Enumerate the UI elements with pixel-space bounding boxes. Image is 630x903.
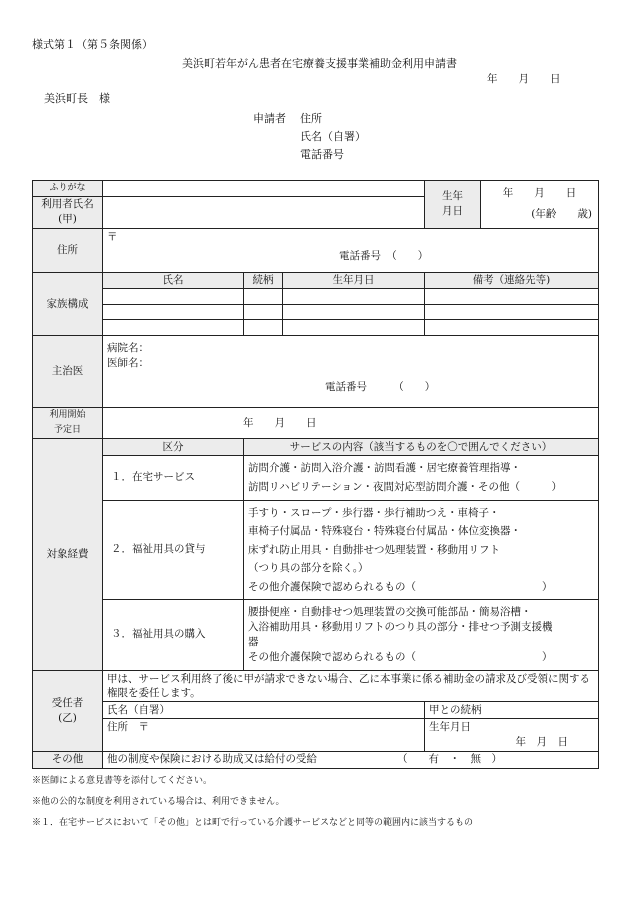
birth-value[interactable]: 年 月 日 bbox=[502, 187, 577, 200]
family-header-notes: 備考（連絡先等) bbox=[425, 273, 599, 289]
form-number: 様式第１（第５条関係） bbox=[32, 38, 153, 51]
delegate-address-field[interactable]: 住所 〒 bbox=[103, 719, 425, 751]
family-relation-cell[interactable] bbox=[244, 319, 283, 335]
family-notes-cell[interactable] bbox=[425, 304, 599, 319]
address-field[interactable]: 〒 電話番号 （ ） bbox=[103, 228, 599, 273]
family-birth-cell[interactable] bbox=[283, 289, 425, 304]
family-name-cell[interactable] bbox=[103, 304, 244, 319]
application-form-table bbox=[32, 180, 599, 769]
addressee: 美浜町長 様 bbox=[44, 92, 110, 105]
other-field[interactable] bbox=[103, 751, 599, 768]
expenses-col-content: サービスの内容（該当するものを〇で囲んでください） bbox=[244, 439, 599, 455]
family-notes-cell[interactable] bbox=[425, 319, 599, 335]
other-choice[interactable]: （ 有 ・ 無 ） bbox=[397, 753, 502, 766]
document-title: 美浜町若年がん患者在宅療養支援事業補助金利用申請書 bbox=[182, 57, 457, 70]
expense-category-rental: ２．福祉用具の貸与 bbox=[103, 501, 244, 599]
address-label: 住所 bbox=[33, 228, 103, 273]
delegate-name-field[interactable]: 氏名（自署） bbox=[103, 701, 425, 718]
applicant-name-label: 氏名（自署） bbox=[300, 130, 366, 143]
expense-content-home[interactable]: 訪問介護・訪問入浴介護・訪問看護・居宅療養管理指導・ 訪問リハビリテーション・夜間対応型訪問介護・その他（ ） bbox=[244, 455, 599, 501]
start-date-field[interactable]: 年 月 日 bbox=[103, 408, 599, 439]
furigana-field[interactable] bbox=[103, 181, 425, 197]
expense-content-rental[interactable]: 手すり・スロープ・歩行器・歩行補助つえ・車椅子・ 車椅子付属品・特殊寝台・特殊寝台付属品・体位変換器・ 床ずれ防止用具・自動排せつ処理装置・移動用リフト （つり具の部分を除く。） その他介護保険で認められるもの（ ） bbox=[244, 501, 599, 599]
user-name-label: 利用者氏名 (甲) bbox=[33, 197, 103, 228]
family-relation-cell[interactable] bbox=[244, 304, 283, 319]
expense-content-purchase[interactable]: 腰掛便座・自動排せつ処理装置の交換可能部品・簡易浴槽・ 入浴補助用具・移動用リフトのつり具の部分・排せつ予測支援機 器 その他介護保険で認められるもの（ ） bbox=[244, 599, 599, 670]
start-date-label: 利用開始 予定日 bbox=[33, 408, 103, 439]
submission-date: 年 月 日 bbox=[487, 73, 561, 85]
family-notes-cell[interactable] bbox=[425, 289, 599, 304]
other-question: 他の制度や保険における助成又は給付の受給 bbox=[107, 753, 317, 766]
doctor-field[interactable] bbox=[103, 336, 599, 408]
family-header-relation: 続柄 bbox=[244, 273, 283, 289]
doctor-name-label: 医師名： bbox=[107, 357, 149, 370]
delegate-relation-field[interactable]: 甲との続柄 bbox=[425, 701, 599, 718]
family-birth-cell[interactable] bbox=[283, 304, 425, 319]
other-label: その他 bbox=[33, 751, 103, 768]
user-name-field[interactable] bbox=[103, 197, 425, 228]
doctor-phone: 電話番号 （ ） bbox=[325, 381, 436, 394]
family-birth-cell[interactable] bbox=[283, 319, 425, 335]
family-label: 家族構成 bbox=[33, 273, 103, 336]
address-phone: 電話番号 （ ） bbox=[339, 249, 429, 262]
family-name-cell[interactable] bbox=[103, 319, 244, 335]
note-doctor-opinion: ※医師による意見書等を添付してください。 bbox=[32, 776, 213, 786]
delegate-birth-field[interactable]: 生年月日 年 月 日 bbox=[425, 719, 599, 751]
family-relation-cell[interactable] bbox=[244, 289, 283, 304]
family-header-birth: 生年月日 bbox=[283, 273, 425, 289]
doctor-label: 主治医 bbox=[33, 336, 103, 408]
expense-category-purchase: ３．福祉用具の購入 bbox=[103, 599, 244, 670]
delegate-statement: 甲は、サービス利用終了後に甲が請求できない場合、乙に本事業に係る補助金の請求及び受領に関する権限を委任します。 bbox=[103, 670, 599, 701]
applicant-address-label: 住所 bbox=[300, 112, 322, 125]
furigana-label: ふりがな bbox=[33, 181, 103, 197]
note-other-definition: ※１．在宅サービスにおいて「その他」とは町で行っている介護サービスなどと同等の範囲内に該当するもの bbox=[32, 818, 474, 828]
age-field[interactable]: (年齢 歳) bbox=[531, 208, 592, 221]
birth-cell bbox=[425, 181, 599, 229]
applicant-label: 申請者 bbox=[253, 112, 286, 125]
expense-category-home: １．在宅サービス bbox=[103, 455, 244, 501]
applicant-phone-label: 電話番号 bbox=[300, 148, 344, 161]
expenses-col-category: 区分 bbox=[103, 439, 244, 455]
delegate-label: 受任者 (乙) bbox=[33, 670, 103, 751]
note-public-system: ※他の公的な制度を利用されている場合は、利用できません。 bbox=[32, 797, 285, 807]
expenses-label: 対象経費 bbox=[33, 439, 103, 670]
family-header-name: 氏名 bbox=[103, 273, 244, 289]
birth-label: 生年 月日 bbox=[425, 181, 481, 228]
hospital-label: 病院名： bbox=[107, 342, 149, 355]
family-name-cell[interactable] bbox=[103, 289, 244, 304]
